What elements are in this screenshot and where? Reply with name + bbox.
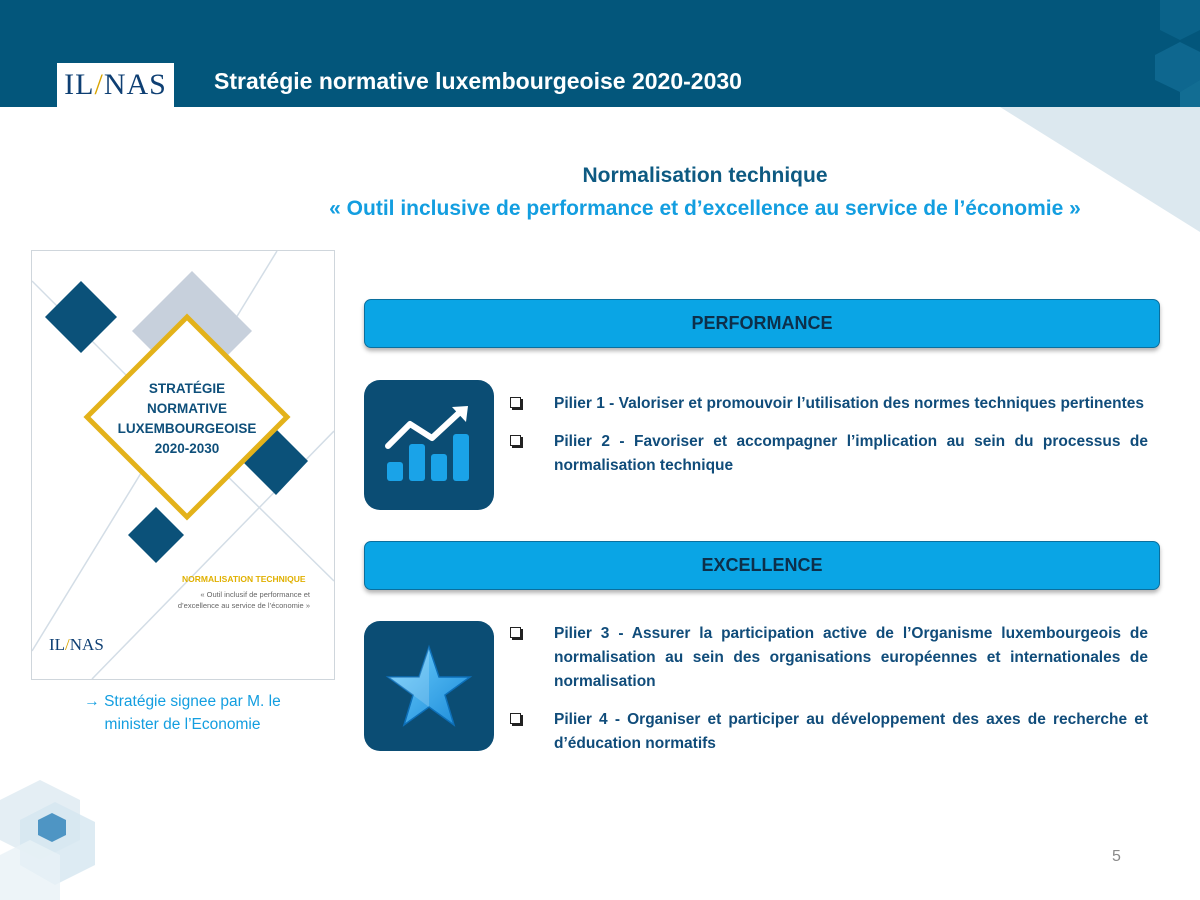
strategy-cover-thumbnail: [31, 250, 335, 680]
cover-section-label: NORMALISATION TECHNIQUE: [182, 574, 306, 584]
star-icon: [364, 621, 494, 751]
caption-line: minister de l’Economie: [104, 716, 261, 733]
logo-slash: /: [94, 68, 104, 101]
list-item: [508, 708, 1148, 756]
cover-title-line: STRATÉGIE: [148, 381, 226, 396]
subtitle-heading: Normalisation technique: [582, 164, 828, 187]
cover-title: [112, 379, 262, 459]
cover-artwork: [32, 251, 334, 679]
checkbox-bullet-icon: [510, 435, 521, 446]
cover-logo-left: IL: [49, 635, 66, 654]
ilnas-logo: [57, 63, 174, 107]
list-item: [508, 430, 1148, 478]
page-number: 5: [1112, 848, 1121, 865]
growth-chart-icon: [364, 380, 494, 510]
checkbox-bullet-icon: [510, 397, 521, 408]
cube-decoration: [1080, 0, 1200, 107]
pillar-text: Pilier 2 - Favoriser et accompagner l’implication au sein du processus de normalisation technique: [554, 433, 1148, 474]
pillar-text: Pilier 4 - Organiser et participer au développement des axes de recherche et d’éducation normatifs: [554, 711, 1148, 752]
cover-caption: [40, 690, 325, 736]
header-bar: [0, 0, 1200, 107]
caption-line: → Stratégie signee par M. le: [84, 693, 281, 710]
performance-pillars-list: [508, 392, 1148, 492]
page-title: Stratégie normative luxembourgeoise 2020-2030: [214, 68, 742, 94]
cover-tagline-line: d’excellence au service de l’économie »: [177, 601, 310, 610]
performance-section-bar: PERFORMANCE: [364, 299, 1160, 348]
cover-title-line: 2020-2030: [154, 441, 220, 456]
checkbox-bullet-icon: [510, 627, 521, 638]
checkbox-bullet-icon: [510, 713, 521, 724]
performance-tile: [364, 380, 494, 510]
pillar-text: Pilier 3 - Assurer la participation active de l’Organisme luxembourgeois de normalisation au sein des organisations européennes et internationales de normalisation: [554, 625, 1148, 690]
cover-title-line: LUXEMBOURGEOISE: [117, 421, 257, 436]
list-item: [508, 392, 1148, 416]
logo-left-text: IL: [64, 68, 95, 101]
logo-right-text: NAS: [103, 68, 167, 101]
cover-title-line: NORMATIVE: [147, 401, 227, 416]
cube-decoration-bottom: [0, 780, 110, 900]
cover-logo: [49, 635, 104, 655]
list-item: [508, 622, 1148, 694]
cover-tagline: [150, 589, 310, 611]
cover-logo-slash: /: [65, 635, 70, 654]
subtitle-tagline: « Outil inclusive de performance et d’excellence au service de l’économie »: [329, 197, 1081, 220]
excellence-tile: [364, 621, 494, 751]
excellence-pillars-list: [508, 622, 1148, 770]
excellence-section-bar: EXCELLENCE: [364, 541, 1160, 590]
cover-logo-right: NAS: [69, 635, 104, 654]
cover-tagline-line: « Outil inclusif de performance et: [200, 590, 310, 599]
pillar-text: Pilier 1 - Valoriser et promouvoir l’utilisation des normes techniques pertinentes: [554, 395, 1145, 412]
